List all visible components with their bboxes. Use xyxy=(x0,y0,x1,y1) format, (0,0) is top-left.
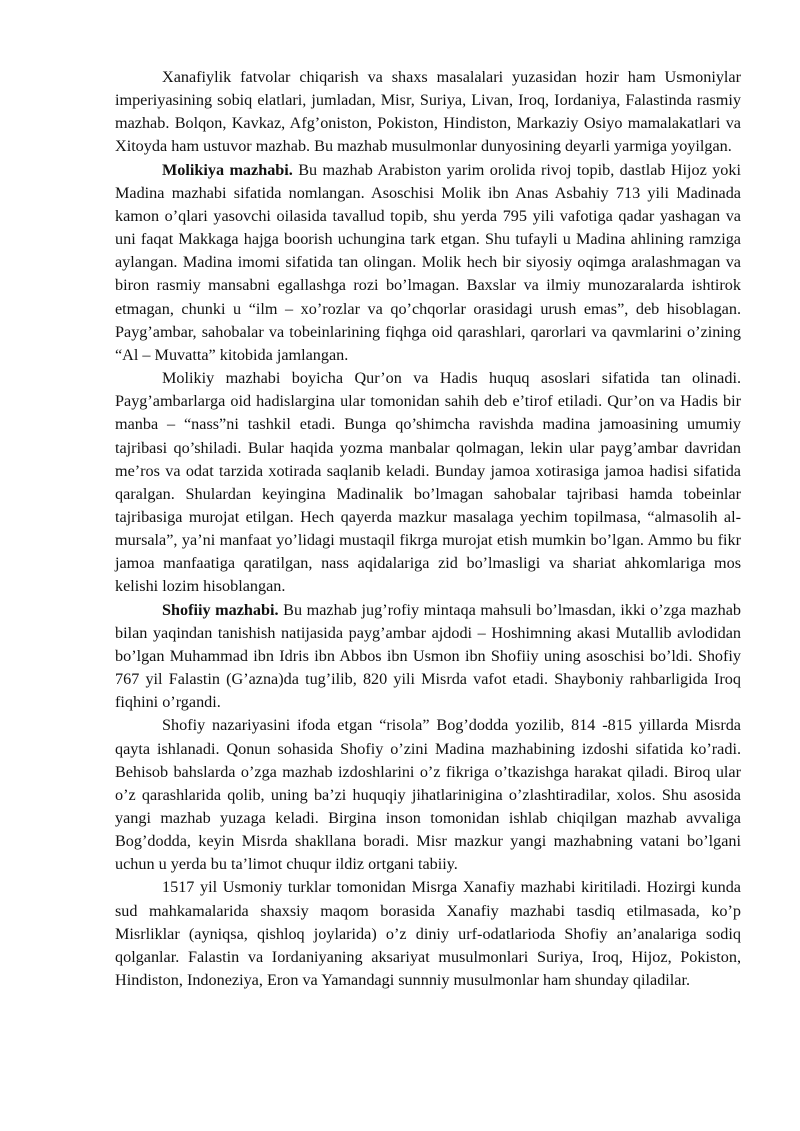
paragraph-text: Bu mazhab jug’rofiy mintaqa mahsuli bo’lmasdan, ikki o’zga mazhab bilan yaqindan tanishish natijasida payg’ambar ajdodi – Hoshimning akasi Mutallib avlodidan bo’lgan Muhammad ibn Idris ibn Abbos ibn Usmon ibn Shofiiy uning asoschisi bo’ldi. Shofiy 767 yil Falastin (G’azna)da tug’ilib, 820 yili Misrda vafot etadi. Shayboniy rahbarligida Iroq fiqhini o’rgandi. xyxy=(115,600,741,712)
paragraph-ottoman-egypt xyxy=(115,876,741,992)
paragraph-maliki-intro xyxy=(115,159,741,367)
paragraph-text: Shofiy nazariyasini ifoda etgan “risola” Bog’dodda yozilib, 814 -815 yillarda Misrda qayta ishlanadi. Qonun sohasida Shofiy o’zini Madina mazhabining izdoshi sifatida ko’radi. Behisob bahslarda o’zga mazhab izdoshlarini o’z fikriga o’tkazishga harakat qiladi. Biroq ular o’z qarashlarida qolib, uning ba’zi huquqiy jihatlarinigina o’zlashtiradilar, xolos. Shu asosida yangi mazhab yuzaga keladi. Birgina inson tomonidan ishlab chiqilgan mazhab avvaliga Bog’dodda, keyin Misrda shakllana boradi. Misr mazkur yangi mazhabning vatani bo’lgani uchun u yerda bu ta’limot chuqur ildiz ortgani tabiiy. xyxy=(115,716,741,874)
paragraph-text: Xanafiylik fatvolar chiqarish va shaxs masalalari yuzasidan hozir ham Usmoniylar imperiyasining sobiq elatlari, jumladan, Misr, Suriya, Livan, Iroq, Iordaniya, Falastinda rasmiy mazhab. Bolqon, Kavkaz, Afg’oniston, Pokiston, Hindiston, Markaziy Osiyo mamalakatlari va Xitoyda ham ustuvor mazhab. Bu mazhab musulmonlar dunyosining deyarli yarmiga yoyilgan. xyxy=(115,68,741,156)
section-heading-maliki: Molikiya mazhabi. xyxy=(162,160,293,179)
section-heading-shafii: Shofiiy mazhabi. xyxy=(162,600,279,619)
paragraph-text: 1517 yil Usmoniy turklar tomonidan Misrga Xanafiy mazhabi kiritiladi. Hozirgi kunda sud mahkamalarida shaxsiy maqom borasida Xanafiy mazhabi tasdiq etilmasada, ko’p Misrliklar (ayniqsa, qishloq joylarida) o’z diniy urf-odatlarioda Shofiy an’analariga sodiq qolganlar. Falastin va Iordaniyaning aksariyat musulmonlari Suriya, Iroq, Hijoz, Pokiston, Hindiston, Indoneziya, Eron va Yamandagi sunnniy musulmonlar ham shunday qiladilar. xyxy=(115,878,741,990)
paragraph-shafii-intro xyxy=(115,599,741,715)
paragraph-text: Bu mazhab Arabiston yarim orolida rivoj topib, dastlab Hijoz yoki Madina mazhabi sifatida nomlangan. Asoschisi Molik ibn Anas Asbahiy 713 yili Madinada kamon o’qlari yasovchi oilasida tavallud topib, shu yerda 795 yili vafotiga qadar yashagan va uni faqat Makkaga hajga boorish uchungina tark etgan. Shu tufayli u Madina ahlining ramziga aylangan. Madina imomi sifatida tan olingan. Molik hech bir siyosiy oqimga aralashmagan va biron rasmiy mansabni egallashga rozi bo’lmagan. Baxslar va ilmiy munozaralarda ishtirok etmagan, chunki u “ilm – xo’rozlar va qo’chqorlar orasidagi urush emas”, deb hisoblagan. Payg’ambar, sahobalar va tobeinlarining fiqhga oid qarashlari, qarorlari va qavmlarini o’zining “Al – Muvatta” kitobida jamlangan. xyxy=(115,160,741,364)
paragraph-text: Molikiy mazhabi boyicha Qur’on va Hadis huquq asoslari sifatida tan olinadi. Payg’ambarlarga oid hadislargina ular tomonidan sahih deb e’tirof etiladi. Qur’on va Hadis bir manba – “nass”ni tashkil etadi. Bunga qo’shimcha ravishda madina jamoasining umumiy tajribasi qo’shiladi. Bular haqida yozma manbalar qolmagan, lekin ular payg’ambar davridan me’ros va odat tarzida xotirada saqlanib keladi. Bunday jamoa xotirasiga jamoa hadisi sifatida qaralgan. Shulardan keyingina Madinalik bo’lmagan sahobalar tajribasi hamda tobeinlar tajribasiga murojat etilgan. Hech qayerda mazkur masalaga yechim topilmasa, “almasolih al-mursala”, ya’ni manfaat yo’lidagi mustaqil fikrga murojat etish mumkin bo’lgan. Ammo bu fikr jamoa manfaatiga qaratilgan, nass aqidalariga zid bo’lmasligi va shariat ahkomlariga mos kelishi lozim hisoblangan. xyxy=(115,369,741,596)
document-page xyxy=(115,66,741,992)
paragraph-hanafi-spread xyxy=(115,66,741,159)
paragraph-shafii-theory xyxy=(115,714,741,876)
paragraph-maliki-sources xyxy=(115,367,741,599)
